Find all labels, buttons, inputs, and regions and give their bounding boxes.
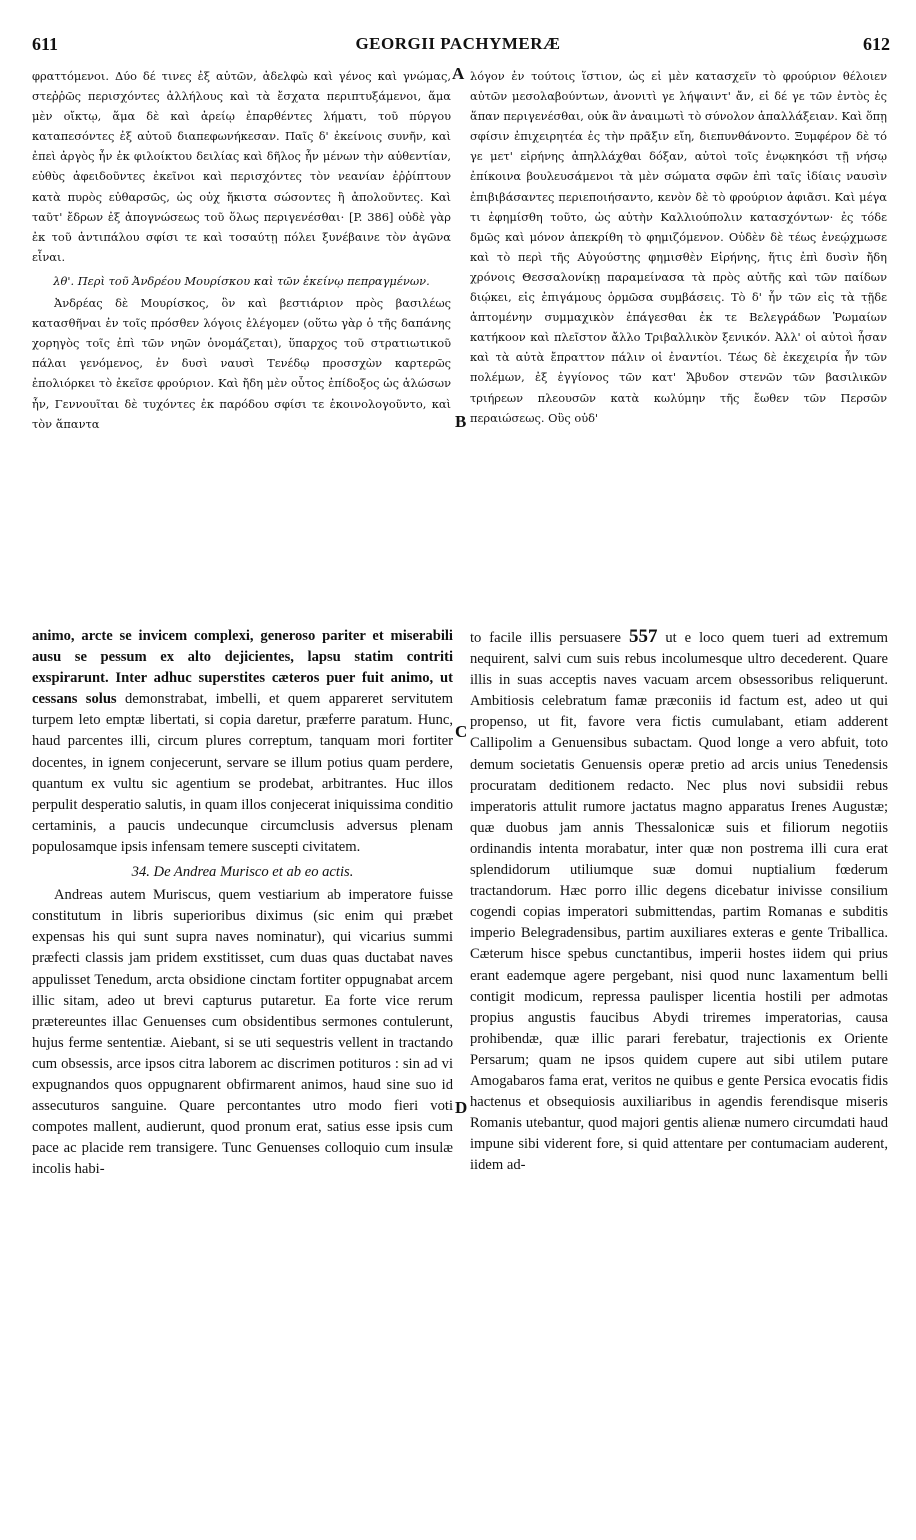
latin-section-heading: 34. De Andrea Murisco et ab eo actis.	[131, 864, 354, 881]
latin-column-right	[470, 626, 888, 1516]
latin-text-run: to facile illis persuasere	[470, 630, 629, 646]
running-title: GEORGII PACHYMERÆ	[355, 34, 561, 53]
greek-column-right	[470, 66, 887, 606]
greek-column-left	[32, 66, 451, 606]
greek-section-heading: λθ'. Περὶ τοῦ Ἀνδρέου Μουρίσκου καὶ τῶν ἐκείνῳ πεπραγμένων.	[53, 273, 430, 288]
column-number: 557	[628, 626, 658, 647]
margin-letter-d: D	[455, 1098, 468, 1117]
page-number-right: 612	[863, 34, 890, 54]
greek-paragraph: Ἀνδρέας δὲ Μουρίσκος, ὃν καὶ βεστιάριον πρὸς βασιλέως κατασθῆναι ἐν τοῖς πρόσθεν λόγοις ἐλέγομεν (οὕτω γὰρ ὁ τῆς δαπάνης χορηγὸς τοῖς ἐπὶ τῶν νηῶν ὀνομάζεται), ὕπαρχος τοῦ στρατιωτικοῦ πάλαι γενόμενος, ἐν δυσὶ ναυσὶ Τενέδῳ προσσχὼν καρτερῶς ἐπολιόρκει τὸ ἐκεῖσε φρούριον. Καὶ ἤδη μὲν οὗτος ἐπίδοξος ὡς ἁλώσων ἦν, Γεννουῖται δὲ τυχόντες ἐκ παρόδου σφίσι τε ἐκοινολογοῦντο, καὶ τὸν ἅπαντα	[32, 296, 451, 431]
latin-text-run: demonstrabat, imbelli, et quem appareret servitutem turpem leto emptæ libertati, si copia daretur, præferre paratum. Hunc, haud parcentes illi, circum plures correptum, tanquam mori fortiter docentes, in ignem conjecerunt, servare se illum potius quam perdere, quantum ex vultu sic agentium se prodebat, arbitrantes. Huc illos perpulit desperatio salutis, in quam illos conjecerat iniquissima conditio certaminis, a paucis undecunque circumclusis adversus plenam populosamque ipsis infensam temere suscepti civitatem.	[32, 691, 453, 855]
margin-letter-c: C	[455, 722, 468, 741]
latin-column-left	[32, 626, 453, 1516]
latin-paragraph: Andreas autem Muriscus, quem vestiarium ab imperatore fuisse constitutum in libris superioribus diximus (sic enim qui præbet expensas his qui sunt supra naves nominatur), qui vicarius summi præfecti classis jam pridem exstitisset, cum duas quas ductabat naves appulisset Tenedum, arcta obsidione cinctam fortiter oppugnabat arcem illic sitam, adeo ut brevi capturus putaretur. Ea forte vice rerum prætereuntes illac Genuenses cum obsidentibus sermones contulerunt, hujus ferme sententiæ. Aiebant, si se uti sequestris vellent in tractando cum obsessis, arce ipsos citra laborem ac discrimen potituros : sin ad vi expugnandos quos oppugnarent obfirmarent animos, haud sine suo id assecuturos sanguine. Quare percontantes utro modo fieri voti compotes mallent, audierunt, quod pronum erat, satius esse ipsis cum pace ac placide rem transigere. Tunc Genuenses colloquio cum insulæ incolis habi-	[32, 887, 453, 1178]
greek-paragraph: λόγον ἐν τούτοις ἵστιον, ὡς εἰ μὲν κατασχεῖν τὸ φρούριον θέλοιεν αὐτῶν μεσολαβούντων, ἀνονιτὶ γε λήψαιντ' ἄν, εἰ δέ γε τῶν ἐντὸς ἐς ἅπαν περιγενέσθαι, οὐκ ἂν ἀναιμωτὶ τὸ σύνολον ἀπαλλάξειαν. Καὶ ὅπῃ σφίσιν ἐπιχειρητέα ἐς τὴν πρᾶξιν εἴη, διεπυνθάνοντο. Ξυμφέρον δὲ τό γε μετ' εἰρήνης ἀπηλλάχθαι δόξαν, αὐτοὶ τοῖς ἐνῳκηκόσι τῇ νήσῳ ἐπίκοινα βουλευσάμενοι τὰ μὲν σώματα σφῶν ἐπὶ ταῖς ἰδίαις ναυσὶν ἐπιβιβάσαντες περιεποιήσαντο, κενὸν δὲ τὸ φρούριον ἀφιᾶσι. Καὶ μέγα τι ἐφημίσθη τοῦτο, ὡς αὐτὴν Καλλιούπολιν κατασχόντων· ἐς τόδε δμῶς καὶ μόνον ἀπεκρίθη τὸ φημιζόμενον. Οὐδὲν δὲ τέως ἐνεῴχμωσε καὶ τὸ περὶ τῆς Αὐγούστης φημισθὲν Εἰρήνης, ἥτις ἐπὶ δυσὶν ἤδη χρόνοις Θεσσαλονίκῃ παραμείνασα τὰ πρὸς αὐτῆς καὶ τῶν παίδων διῴκει, εἰς ἐπιγάμους ὁρμῶσα συμβάσεις. Τὸ δ' ἦν τῶν εἰς τὰ τῇδε ἀπτομένην συμμαχικὸν ἐπάγεσθαι ἐκ τε Βελεγράδων Ῥωμαίων κατήκοον καὶ πλεῖστον ἄλλο Τριβαλλικὸν ξενικόν. Ἀλλ' οἱ αὐτοὶ ἦσαν καὶ τὰ αὐτὰ ἔπραττον πάλιν οἱ ἐναντίοι. Τέως δὲ ἐκεχειρία ἦν τῶν πολέμων, ἐξ ἐγγίονος τῶν κατ' Ἄβυδον στενῶν τῶν βασιλικῶν τριήρεων πλεουσῶν κατὰ κωλύμην τῆς ἔωθεν τῶν Περσῶν περαιώσεως. Οὓς οὐδ'	[470, 69, 887, 425]
latin-text-run: ut e loco quem tueri ad extremum nequirent, salvi cum suis rebus incolumesque ultro decederent. Quare illis in suas acceptis naves vacuam arcem obsessoribus reliquerunt. Ambitiosis celebratum famæ præconiis id factum est, adeo ut qui propenso, ut fit, favore vera fictis cumulabant, etiam adderent Callipolim a Genuensibus subactam. Quod longe a vero abfuit, toto demum societatis Genuensis operæ pretio ad arcis unius Tenedensis procuratam deditionem redacto. Nec plus novi subsidii rebus imperatoris attulit rumore jactatus magno apparatus Irenes Augustæ; quæ duobus jam annis Thessalonicæ suis et filiorum negotiis ordinandis intenta morabatur, inter quæ non postrema illi cura erat splendidorum utiliumque suæ domui nuptialium fœderum tractandorum. Hæc porro illic degens dicebatur inivisse consilium cogendi copias imperatori submittendas, partim Romanas e subditis imperio Belegradensibus, partim auxiliares exteras e gente Triballica. Cæterum hisce spebus cunctantibus, imperii hostes iidem qui prius erant eademque agere pergebant, nisi quod nunc laxamentum belli contigit modicum, repressa paulisper licentia hostili per admotas propius angustis faucibus Abydi triremes imperatorias, causa prohibendæ, quæ illic parari ferebatur, trajectionis ex Oriente Persarum; quam ne ipsos quidem cupere aut sibi utilem putare Amogabaros fama erat, veritos ne quibus e gente Persica evocatis fidis hactenus et obsequiosis auxiliaribus in agendis ferendisque miseris Romanis utebantur, quod majori gentis alienæ numero circumdati haud impune sibi viderent fore, si quid attentare per contumaciam auderent, iidem ad-	[470, 630, 888, 1174]
latin-paragraph	[32, 626, 453, 858]
greek-paragraph: φραττόμενοι. Δύο δέ τινες ἐξ αὐτῶν, ἀδελφὼ καὶ γένος καὶ γνώμας, στεῤῥῶς περισχόντες ἀλλήλους καὶ τὰ ἔσχατα περιπτυξάμενοι, ἅμα μὲν οἴκτῳ, ἅμα δὲ καὶ ἀρείῳ ἐπαρθέντες λήματι, τοῦ πύργου καταπεσόντες ἐξ αὐτοῦ διαπεφωνήκεσαν. Παῖς δ' ἐκείνοις συνῆν, καὶ ἐπεὶ ἀργὸς ἦν ἐκ φιλοίκτου δειλίας καὶ δῆλος ἦν μένων τὴν αὐθεντίαν, εὐθὺς ἀφειδοῦντες ἐκεῖνοι καὶ περισχόντες τὸν νεανίαν ἐῤῥίπτουν κατὰ πυρὸς εὐθαρσῶς, ὡς οὐχ ἥκιστα σώσοντες ἢ ἀπολοῦντες. Καὶ ταῦτ' ἔδρων ἐξ ἀπογνώσεως τοῦ ὅλως περιγενέσθαι· [P. 386] οὐδὲ γὰρ ἐκ τοῦ ἀντιπάλου σφίσι τε καὶ τοσαύτῃ πόλει ξυνέβαινε τὸν ἀγῶνα εἶναι.	[32, 69, 451, 264]
latin-bold-run: animo, arcte se invicem complexi, generoso pariter et miserabili ausu se pessum ex alto dejicientes, lapsu statim contriti exspirarunt. Inter adhuc superstites cæteros puer fuit animo, ut cessans solus	[32, 628, 453, 708]
latin-paragraph	[470, 626, 888, 1176]
page-number-left: 611	[32, 34, 59, 54]
margin-letter-a: A	[452, 64, 465, 83]
margin-letter-b: B	[455, 412, 467, 431]
page-header	[26, 34, 890, 56]
